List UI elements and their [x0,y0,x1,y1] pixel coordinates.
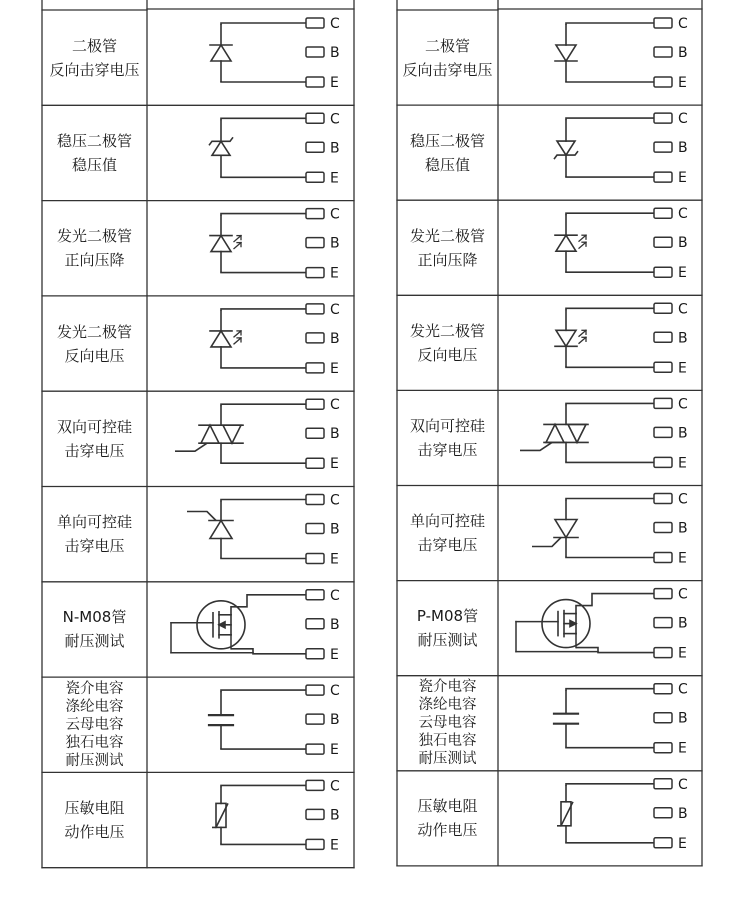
terminal-label: C [678,776,688,793]
row-label-line: 击穿电压 [64,537,125,556]
terminal-label: E [330,646,339,663]
terminal-label: B [330,235,340,252]
row-label-line: 发光二极管 [56,322,132,341]
row-label-line: 动作电压 [417,821,478,840]
terminal-label: E [678,75,687,91]
row-label [42,105,147,200]
terminal-label: E [330,456,339,473]
terminal-label: C [678,16,688,32]
terminal-label: B [678,615,688,632]
terminal-label: B [678,710,688,727]
row-label-line: 涤纶电容 [65,698,124,715]
row-label-line: 耐压测试 [418,751,477,768]
row-label-line: N-M08管 [62,608,127,627]
terminal-label: C [330,111,340,128]
row-label [397,105,498,200]
row-label-line: 单向可控硅 [409,512,485,531]
row-label [397,771,498,866]
row-label-line: 瓷介电容 [418,679,477,696]
row-label [42,772,147,867]
row-label-line: 击穿电压 [64,441,125,460]
row-label [42,677,147,772]
terminal-label: C [678,206,688,223]
terminal-label: E [330,360,339,377]
row-label [397,486,498,581]
terminal-label: C [678,301,688,318]
terminal-label: C [330,683,340,700]
row-label-line: P-M08管 [416,607,479,626]
row-label-line: 单向可控硅 [56,513,132,532]
terminal-label: B [678,45,688,61]
terminal-label: E [330,265,339,282]
row-label [397,676,498,771]
terminal-label: C [678,396,688,413]
terminal-label: C [330,778,340,795]
terminal-label: B [330,45,340,61]
row-label-line: 发光二极管 [56,227,132,246]
row-label-line: 稳压值 [71,155,117,174]
terminal-label: E [678,360,687,377]
terminal-label: B [330,140,340,157]
terminal-label: B [330,330,340,347]
terminal-label: B [678,425,688,442]
row-label-line: 压敏电阻 [417,797,478,816]
terminal-label: C [330,492,340,509]
row-label-line: 反向电压 [417,345,478,364]
row-label [42,582,147,677]
row-label-line: 独石电容 [418,733,477,750]
row-label-line: 正向压降 [417,250,478,269]
terminal-label: E [330,742,339,759]
row-label-line: 正向压降 [64,251,125,270]
terminal-label: B [678,235,688,252]
terminal-label: B [330,426,340,443]
terminal-label: B [678,330,688,347]
row-label [397,10,498,105]
row-label-line: 二极管 [71,36,117,55]
terminal-label: B [678,520,688,537]
terminal-label: C [330,16,340,32]
terminal-label: C [330,587,340,604]
row-label-line: 云母电容 [418,715,477,732]
row-label [42,391,147,486]
terminal-label: C [330,206,340,223]
row-label-line: 耐压测试 [417,631,478,650]
row-label-line: 反向击穿电压 [402,60,493,79]
terminal-label: E [678,455,687,472]
terminal-label: B [678,140,688,157]
row-label-line: 瓷介电容 [65,680,124,697]
terminal-label: B [330,807,340,824]
row-label-line: 双向可控硅 [409,416,485,435]
row-label-line: 耐压测试 [65,752,124,769]
terminal-label: E [330,170,339,187]
terminal-label: E [678,265,687,282]
row-label [42,201,147,296]
terminal-label: C [330,397,340,414]
row-label-line: 击穿电压 [417,536,478,555]
row-label-line: 涤纶电容 [418,697,477,714]
terminal-label: E [330,75,339,91]
row-label-line: 独石电容 [65,734,124,751]
terminal-label: C [678,586,688,603]
terminal-label: C [678,111,688,128]
terminal-label: E [330,551,339,568]
row-label-line: 稳压值 [424,155,470,174]
terminal-label: B [330,616,340,633]
terminal-label: E [678,835,687,852]
row-label-line: 动作电压 [64,823,125,842]
row-label-line: 耐压测试 [64,632,125,651]
row-label-line: 发光二极管 [409,226,485,245]
terminal-label: E [678,645,687,662]
row-label-line: 压敏电阻 [64,799,125,818]
row-label-line: 云母电容 [65,716,124,733]
row-label [397,390,498,485]
terminal-label: B [678,805,688,822]
row-label [397,295,498,390]
row-label [42,296,147,391]
row-label-line: 发光二极管 [409,321,485,340]
row-label [397,581,498,676]
terminal-label: C [678,681,688,698]
row-label [42,487,147,582]
terminal-label: C [330,301,340,318]
row-label-line: 稳压二极管 [409,131,485,150]
terminal-label: C [678,491,688,508]
row-label-line: 反向电压 [64,346,125,365]
terminal-label: B [330,712,340,729]
terminal-label: B [330,521,340,538]
terminal-label: E [678,170,687,187]
terminal-label: E [330,837,339,854]
row-label-line: 二极管 [424,36,470,55]
row-label-line: 双向可控硅 [56,417,132,436]
row-label-line: 反向击穿电压 [49,60,140,79]
row-label [42,10,147,105]
terminal-label: E [678,550,687,567]
row-label [397,200,498,295]
row-label-line: 击穿电压 [417,440,478,459]
row-label-line: 稳压二极管 [56,131,132,150]
terminal-label: E [678,740,687,757]
